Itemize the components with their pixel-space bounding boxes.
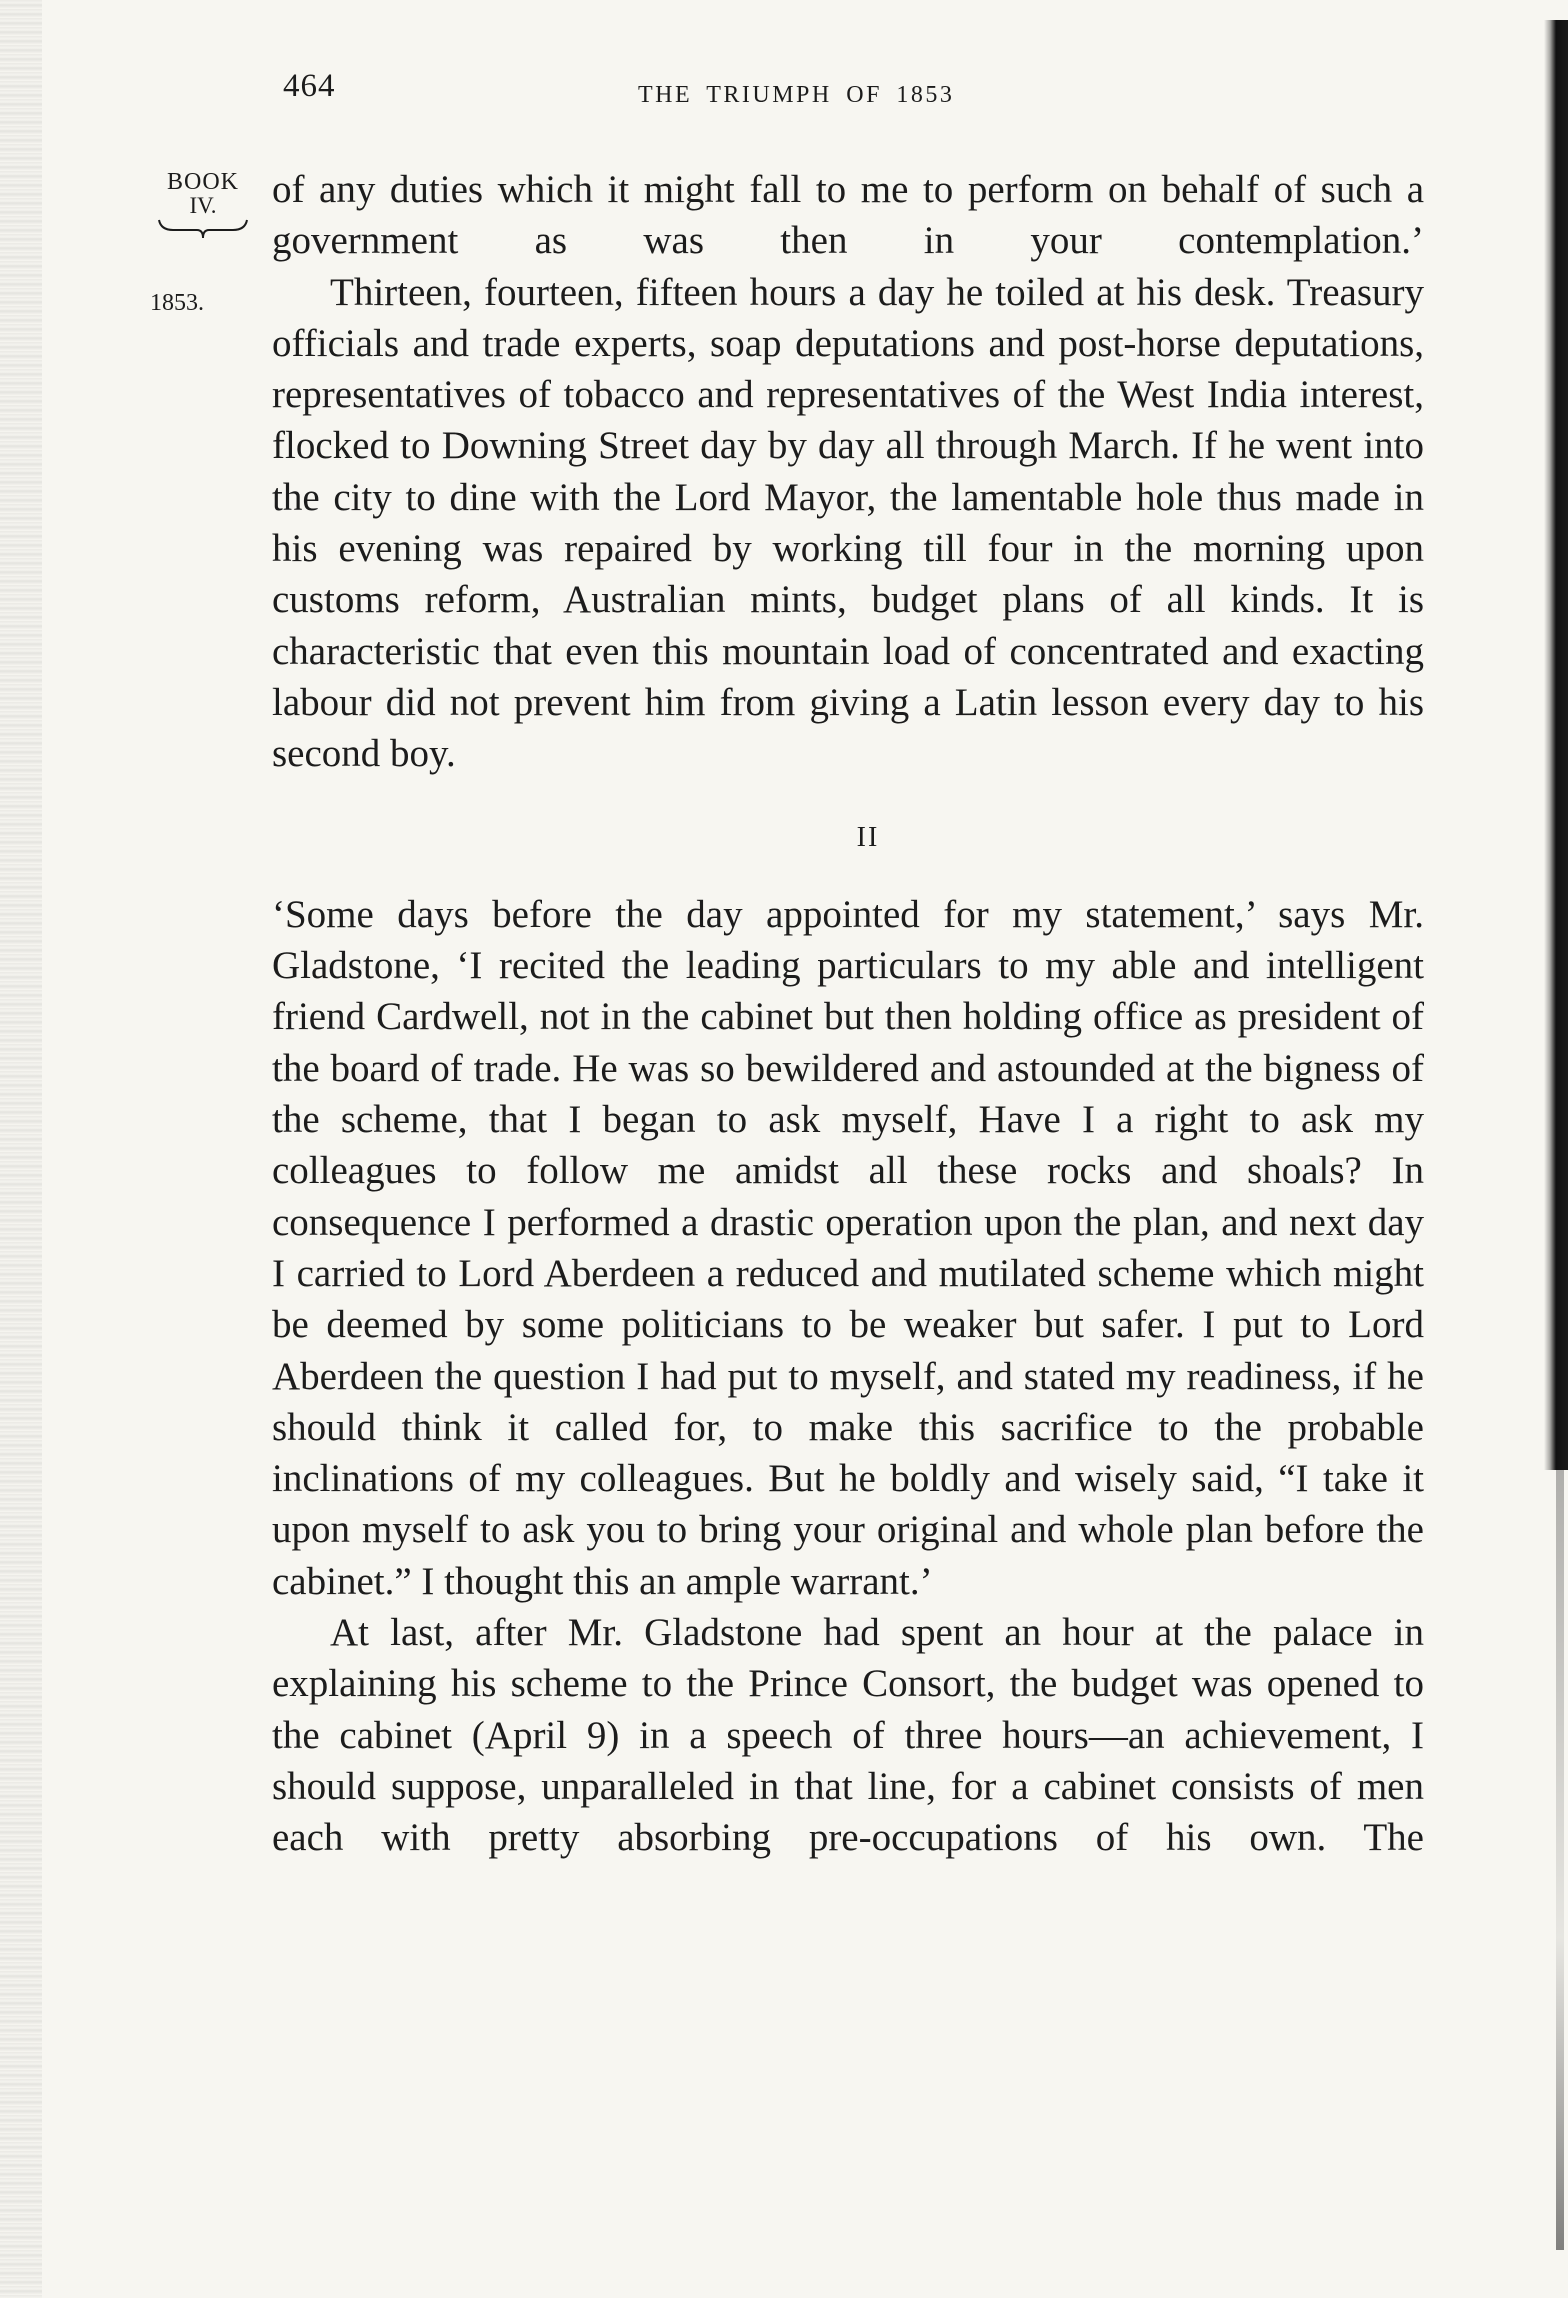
paragraph: of any duties which it might fall to me to perform on behalf of such a government as was then in your contemplation.’ — [272, 168, 1424, 263]
binding-shadow-lower — [1556, 1470, 1564, 2250]
running-title: THE TRIUMPH OF 1853 — [638, 82, 955, 108]
scan-edge-left — [0, 0, 42, 2298]
body-text — [272, 164, 1424, 1864]
section-heading: II — [856, 821, 880, 853]
margin-book-label: BOOK — [166, 169, 239, 195]
page-number: 464 — [283, 68, 336, 104]
page-header — [283, 68, 1418, 118]
paragraph: Thirteen, fourteen, fifteen hours a day he toiled at his desk. Treasury officials and trade experts, soap deputations and post-horse deputations, representatives of tobacco and representatives of the West India interest, flocked to Downing Street day by day all through March. If he went into the city to dine with the Lord Mayor, the lamentable hole thus made in his evening was repaired by working till four in the morning upon customs reform, Australian mints, budget plans of all kinds. It is characteristic that even this mountain load of concentrated and exacting labour did not prevent him from giving a Latin lesson every day to his second boy. — [272, 270, 1424, 776]
margin-year: 1853. — [150, 290, 204, 316]
margin-book-number: IV. — [189, 193, 217, 218]
brace-icon — [157, 218, 249, 240]
binding-shadow — [1544, 20, 1568, 1470]
paragraph: ‘Some days before the day appointed for my statement,’ says Mr. Gladstone, ‘I recited the leading particulars to my able and intelligent friend Cardwell, not in the cabinet but then holding office as president of the board of trade. He was so bewildered and astounded at the bigness of the scheme, that I began to ask myself, Have I a right to ask my colleagues to follow me amidst all these rocks and shoals? In consequence I performed a drastic operation upon the plan, and next day I carried to Lord Aberdeen a reduced and mutilated scheme which might be deemed by some politicians to be weaker but safer. I put to Lord Aberdeen the question I had put to myself, and stated my readiness, if he should think it called for, to make this sacrifice to the probable inclinations of my colleagues. But he boldly and wisely said, “I take it upon myself to ask you to bring your original and whole plan before the cabinet.” I thought this an ample warrant.’ — [272, 892, 1424, 1603]
paragraph: At last, after Mr. Gladstone had spent an hour at the palace in explaining his scheme to the Prince Consort, the budget was opened to the cabinet (April 9) in a speech of three hours—an achievement, I should suppose, unparalleled in that line, for a cabinet consists of men each with pretty absorbing pre-occupations of his own. The — [272, 1611, 1424, 1860]
margin-book-note — [148, 168, 258, 240]
